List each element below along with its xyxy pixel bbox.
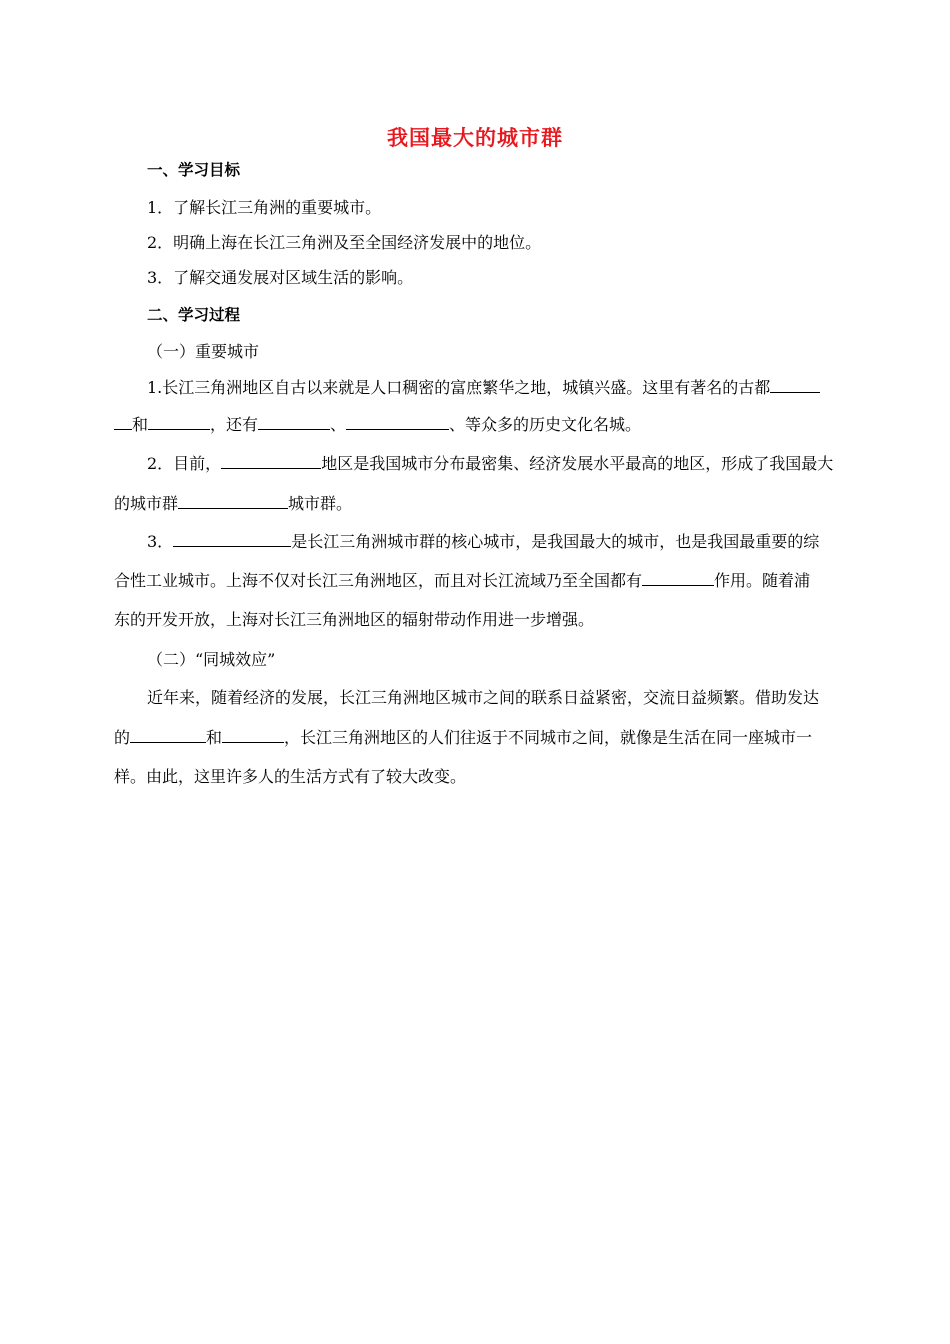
section-heading-learning-process: 二、学习过程	[147, 306, 241, 324]
paragraph-1-text: ，还有	[210, 415, 259, 434]
fill-blank[interactable]	[178, 493, 288, 509]
page-title: 我国最大的城市群	[387, 126, 563, 150]
paragraph-4-line-1: 近年来，随着经济的发展，长江三角洲地区城市之间的联系日益紧密，交流日益频繁。借助发达	[147, 688, 820, 707]
paragraph-4-text: 和	[206, 728, 223, 747]
paragraph-3-line-2	[114, 570, 810, 591]
paragraph-3-line-1	[147, 531, 819, 552]
fill-blank[interactable]	[258, 414, 330, 430]
fill-blank[interactable]	[770, 377, 820, 393]
paragraph-2-line-1	[147, 453, 833, 474]
paragraph-4-text: ，长江三角洲地区的人们往返于不同城市之间，就像是生活在同一座城市一	[284, 728, 813, 747]
fill-blank[interactable]	[114, 414, 132, 430]
paragraph-4-text: 的	[114, 728, 131, 747]
paragraph-4-line-3: 样。由此，这里许多人的生活方式有了较大改变。	[114, 767, 467, 786]
fill-blank[interactable]	[173, 531, 291, 547]
paragraph-2-text: 2．目前，	[147, 454, 222, 473]
paragraph-3-text: 作用。随着浦	[714, 571, 811, 590]
paragraph-1-text: 1.长江三角洲地区自古以来就是人口稠密的富庶繁华之地，城镇兴盛。这里有著名的古都	[147, 378, 771, 397]
goal-item-1: 1．了解长江三角洲的重要城市。	[147, 198, 382, 217]
paragraph-1-line-2	[114, 414, 641, 435]
paragraph-1-text: 和	[132, 415, 149, 434]
paragraph-3-line-3: 东的开发开放，上海对长江三角洲地区的辐射带动作用进一步增强。	[114, 610, 595, 629]
fill-blank[interactable]	[642, 570, 714, 586]
subheading-same-city-effect: （二）“同城效应”	[147, 650, 276, 669]
paragraph-2-text: 地区是我国城市分布最密集、经济发展水平最高的地区，形成了我国最大	[321, 454, 834, 473]
fill-blank[interactable]	[130, 727, 206, 743]
paragraph-1-line-1	[147, 377, 820, 398]
paragraph-1-text: 、	[330, 415, 347, 434]
paragraph-3-text: 合性工业城市。上海不仅对长江三角洲地区，而且对长江流域乃至全国都有	[114, 571, 643, 590]
paragraph-3-text: 3．	[147, 532, 174, 551]
goal-item-3: 3．了解交通发展对区域生活的影响。	[147, 268, 414, 287]
paragraph-2-line-2	[114, 493, 352, 514]
paragraph-1-text: 、等众多的历史文化名城。	[449, 415, 642, 434]
section-heading-learning-goals: 一、学习目标	[147, 161, 241, 179]
paragraph-2-text: 城市群。	[288, 494, 353, 513]
paragraph-4-line-2	[114, 727, 812, 748]
paragraph-3-text: 是长江三角洲城市群的核心城市，是我国最大的城市，也是我国最重要的综	[291, 532, 820, 551]
goal-item-2: 2．明确上海在长江三角洲及至全国经济发展中的地位。	[147, 233, 542, 252]
fill-blank[interactable]	[346, 414, 449, 430]
fill-blank[interactable]	[221, 453, 321, 469]
subheading-important-cities: （一）重要城市	[147, 342, 260, 361]
fill-blank[interactable]	[148, 414, 210, 430]
fill-blank[interactable]	[222, 727, 284, 743]
paragraph-2-text: 的城市群	[114, 494, 179, 513]
